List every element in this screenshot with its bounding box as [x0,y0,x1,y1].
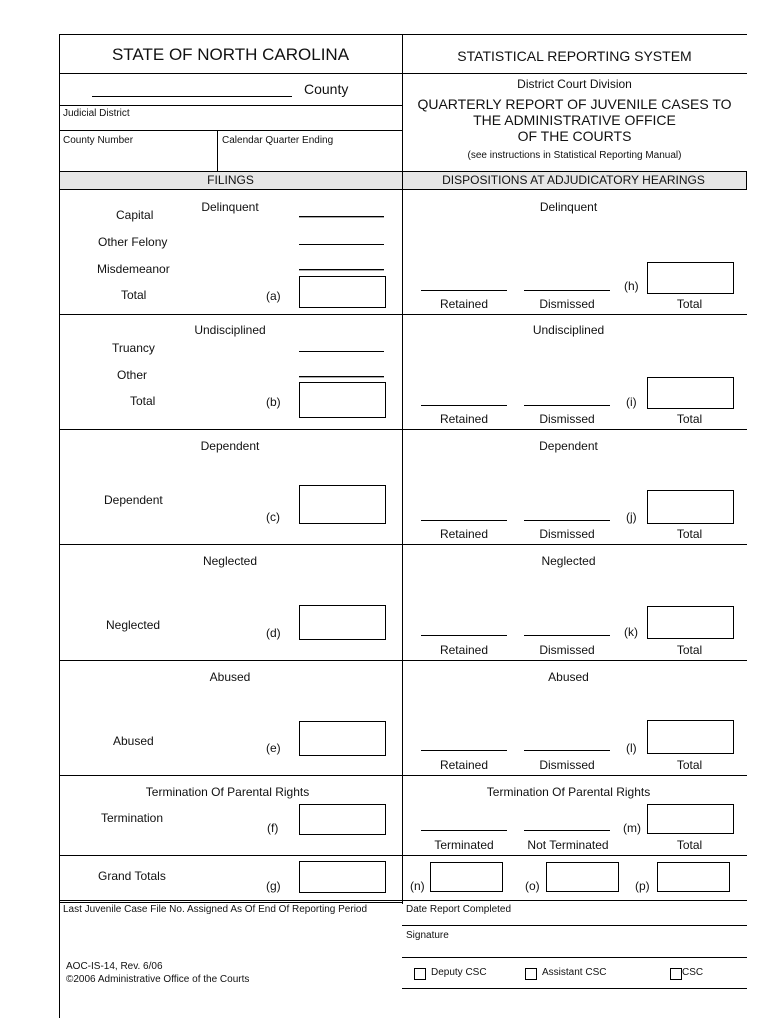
undisciplined-total-label: Total [130,394,156,408]
assistant-csc-label: Assistant CSC [542,967,607,978]
report-title-line-2: THE ADMINISTRATIVE OFFICE [473,112,676,128]
letter-o: (o) [525,879,540,893]
county-number-label: County Number [63,135,134,146]
termination-heading: Termination Of Parental Rights [145,785,310,799]
undisciplined-filing-total-box[interactable] [299,382,386,418]
letter-i: (i) [626,395,637,409]
termination-disp-total-box[interactable] [647,804,734,834]
division-label: District Court Division [517,77,632,91]
retained-label: Retained [439,297,489,311]
other-felony-field[interactable] [299,244,384,245]
capital-field[interactable] [299,216,384,218]
letter-b: (b) [266,395,281,409]
letter-e: (e) [266,741,281,755]
not-terminated-label: Not Terminated [527,838,609,852]
letter-f: (f) [267,821,279,835]
delinquent-dismissed-field[interactable] [524,290,610,291]
dependent-retained-field[interactable] [421,520,507,521]
delinquent-filing-total-box[interactable] [299,276,386,308]
judicial-district-label: Judicial District [63,108,130,119]
assistant-csc-checkbox[interactable] [525,968,537,980]
dependent-dismissed-field[interactable] [524,520,610,521]
delinquent-retained-field[interactable] [421,290,507,291]
terminated-label: Terminated [434,838,494,852]
dependent-filing-box[interactable] [299,485,386,524]
retained-label: Retained [439,643,489,657]
terminated-field[interactable] [421,830,507,831]
undisciplined-retained-field[interactable] [421,405,507,406]
grand-total-filings-box[interactable] [299,861,386,893]
grand-totals-label: Grand Totals [98,869,166,883]
dismissed-label: Dismissed [539,297,595,311]
total-label: Total [676,758,703,772]
truancy-field[interactable] [299,351,384,352]
total-label: Total [676,838,703,852]
delinquent-disp-heading: Delinquent [539,200,598,214]
last-case-file-label: Last Juvenile Case File No. Assigned As Of End Of Reporting Period [63,904,368,915]
form-number: AOC-IS-14, Rev. 6/06 [66,961,163,972]
deputy-csc-label: Deputy CSC [431,967,487,978]
delinquent-total-label: Total [121,288,147,302]
other-felony-label: Other Felony [98,235,168,249]
letter-g: (g) [266,879,281,893]
calendar-quarter-label: Calendar Quarter Ending [222,135,334,146]
abused-row-label: Abused [113,734,154,748]
undisciplined-other-label: Other [117,368,148,382]
termination-filing-box[interactable] [299,804,386,835]
neglected-filing-box[interactable] [299,605,386,640]
abused-filing-box[interactable] [299,721,386,756]
dependent-disp-total-box[interactable] [647,490,734,524]
instructions-note: (see instructions in Statistical Reporting Manual) [467,150,682,161]
termination-disp-heading: Termination Of Parental Rights [486,785,651,799]
csc-label: CSC [682,967,704,978]
undisciplined-disp-heading: Undisciplined [532,323,605,337]
delinquent-disp-total-box[interactable] [647,262,734,294]
signature-label: Signature [406,930,449,941]
neglected-retained-field[interactable] [421,635,507,636]
not-terminated-field[interactable] [524,830,610,831]
copyright: ©2006 Administrative Office of the Courts [66,974,250,985]
undisciplined-dismissed-field[interactable] [524,405,610,406]
total-label: Total [676,297,703,311]
total-label: Total [676,643,703,657]
dismissed-label: Dismissed [539,758,595,772]
abused-retained-field[interactable] [421,750,507,751]
abused-disp-total-box[interactable] [647,720,734,754]
abused-dismissed-field[interactable] [524,750,610,751]
retained-label: Retained [439,527,489,541]
deputy-csc-checkbox[interactable] [414,968,426,980]
total-label: Total [676,527,703,541]
letter-a: (a) [266,289,281,303]
retained-label: Retained [439,758,489,772]
dependent-disp-heading: Dependent [539,439,598,453]
grand-total-total-box[interactable] [657,862,730,892]
neglected-dismissed-field[interactable] [524,635,610,636]
dismissed-label: Dismissed [539,527,595,541]
county-label: County [304,81,349,97]
undisciplined-other-field[interactable] [299,376,384,378]
csc-checkbox[interactable] [670,968,682,980]
dependent-row-label: Dependent [104,493,163,507]
letter-p: (p) [635,879,650,893]
undisciplined-heading: Undisciplined [194,323,266,337]
letter-j: (j) [626,510,637,524]
dismissed-label: Dismissed [539,412,595,426]
dispositions-header: DISPOSITIONS AT ADJUDICATORY HEARINGS [442,173,705,187]
undisciplined-disp-total-box[interactable] [647,377,734,409]
misdemeanor-field[interactable] [299,269,384,271]
retained-label: Retained [439,412,489,426]
letter-h: (h) [624,279,639,293]
county-name-field[interactable] [92,96,292,97]
dependent-heading: Dependent [200,439,260,453]
termination-row-label: Termination [101,811,164,825]
neglected-disp-heading: Neglected [541,554,596,568]
letter-l: (l) [626,741,637,755]
neglected-row-label: Neglected [106,618,161,632]
date-report-label: Date Report Completed [406,904,512,915]
total-label: Total [676,412,703,426]
truancy-label: Truancy [112,341,155,355]
abused-heading: Abused [209,670,251,684]
letter-m: (m) [623,821,641,835]
report-title-line-3: OF THE COURTS [517,128,632,144]
report-title-line-1: QUARTERLY REPORT OF JUVENILE CASES TO [417,96,732,112]
neglected-heading: Neglected [202,554,258,568]
delinquent-heading: Delinquent [201,200,259,214]
letter-c: (c) [266,510,280,524]
letter-d: (d) [266,626,281,640]
capital-label: Capital [116,208,154,222]
letter-k: (k) [624,625,638,639]
filings-header: FILINGS [207,173,254,187]
abused-disp-heading: Abused [548,670,589,684]
misdemeanor-label: Misdemeanor [97,262,170,276]
grand-total-dismissed-box[interactable] [546,862,619,892]
system-title: STATISTICAL REPORTING SYSTEM [457,48,692,64]
letter-n: (n) [410,879,425,893]
neglected-disp-total-box[interactable] [647,606,734,639]
grand-total-retained-box[interactable] [430,862,503,892]
state-title: STATE OF NORTH CAROLINA [111,45,350,64]
dismissed-label: Dismissed [539,643,595,657]
